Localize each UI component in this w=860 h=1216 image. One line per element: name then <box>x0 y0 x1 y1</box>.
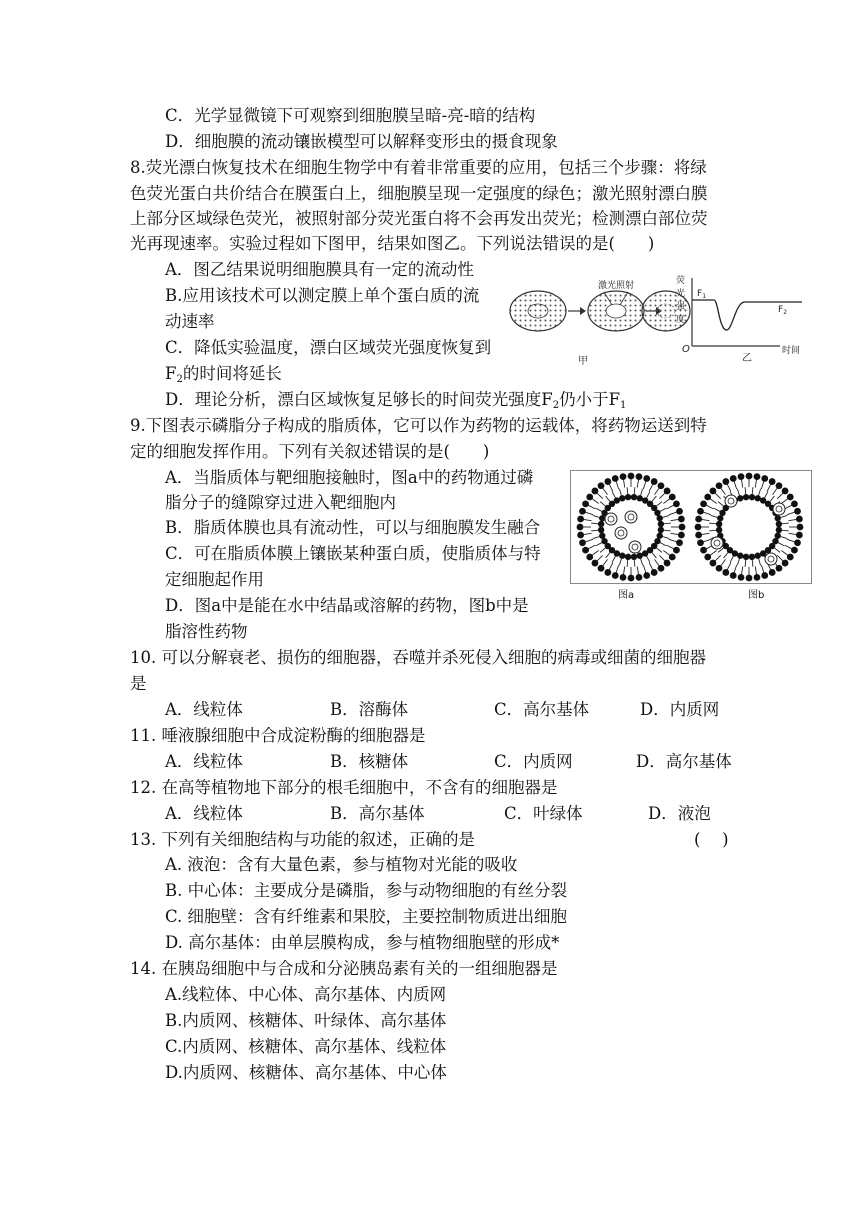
q9-option-b: B．脂质体膜也具有流动性，可以与细胞膜发生融合 <box>165 518 541 537</box>
q8-option-b-line-2: 动速率 <box>165 312 215 331</box>
q10-option-c: C．高尔基体 <box>494 700 590 719</box>
y-label-4: 度 <box>676 315 686 325</box>
q8-option-b-line-1: B.应用该技术可以测定膜上单个蛋白质的流 <box>165 286 480 305</box>
q13-option-c: C. 细胞壁：含有纤维素和果胶，主要控制物质进出细胞 <box>165 907 568 926</box>
q8-option-c-line-1: C．降低实验温度，漂白区域荧光强度恢复到 <box>165 338 492 357</box>
y-label-2: 光 <box>676 289 686 299</box>
q12-stem: 12. 在高等植物地下部分的根毛细胞中，不含有的细胞器是 <box>130 778 558 797</box>
laser-label: 激光照射 <box>597 281 635 291</box>
liposome-b <box>695 473 804 582</box>
q12-option-a: A．线粒体 <box>165 804 243 823</box>
q8-stem-line-1: 8.荧光漂白恢复技术在细胞生物学中有着非常重要的应用，包括三个步骤：将绿 <box>130 158 707 177</box>
q13-stem: 13. 下列有关细胞结构与功能的叙述，正确的是 <box>130 830 475 849</box>
y-label-1: 荧 <box>676 276 686 286</box>
q13-answer-bracket: ( ) <box>694 830 729 849</box>
liposome-a <box>577 473 686 582</box>
q10-stem-line-1: 10. 可以分解衰老、损伤的细胞器，吞噬并杀死侵入细胞的病毒或细菌的细胞器 <box>130 648 706 667</box>
q7-option-c: C．光学显微镜下可观察到细胞膜呈暗-亮-暗的结构 <box>165 106 536 125</box>
q9-option-c-line-1: C．可在脂质体膜上镶嵌某种蛋白质，使脂质体与特 <box>165 544 541 563</box>
y-label-3: 强 <box>676 302 686 312</box>
q8-option-d: D．理论分析，漂白区域恢复足够长的时间荧光强度$F_2$仍小于$F_1$ <box>165 390 627 411</box>
q14-stem: 14. 在胰岛细胞中与合成和分泌胰岛素有关的一组细胞器是 <box>130 959 558 978</box>
cell-before <box>510 291 566 331</box>
liposome-diagram <box>571 471 811 583</box>
q9-option-c-line-2: 定细胞起作用 <box>165 570 264 589</box>
q9-stem-line-1: 9.下图表示磷脂分子构成的脂质体，它可以作为药物的运载体，将药物运送到特 <box>130 416 707 435</box>
q8-option-a: A．图乙结果说明细胞膜具有一定的流动性 <box>165 260 474 279</box>
q9-option-d-line-1: D．图a中是能在水中结晶或溶解的药物，图b中是 <box>165 596 529 615</box>
q9-stem-line-2: 定的细胞发挥作用。下列有关叙述错误的是( ) <box>130 442 490 461</box>
q13-option-b: B. 中心体：主要成分是磷脂，参与动物细胞的有丝分裂 <box>165 881 568 900</box>
q9-option-d-line-2: 脂溶性药物 <box>165 622 248 641</box>
q7-option-d: D．细胞膜的流动镶嵌模型可以解释变形虫的摄食现象 <box>165 132 558 151</box>
q10-stem-line-2: 是 <box>130 674 147 693</box>
q10-option-d: D．内质网 <box>640 700 720 719</box>
q12-option-b: B．高尔基体 <box>330 804 425 823</box>
q13-option-d: D. 高尔基体：由单层膜构成，参与植物细胞壁的形成* <box>165 933 560 952</box>
figure-yi <box>672 272 812 366</box>
q10-option-b: B．溶酶体 <box>330 700 409 719</box>
q11-option-b: B．核糖体 <box>330 752 409 771</box>
liposome-figure-frame <box>570 470 812 584</box>
q14-option-b: B.内质网、核糖体、叶绿体、高尔基体 <box>165 1011 447 1030</box>
q14-option-a: A.线粒体、中心体、高尔基体、内质网 <box>165 985 447 1004</box>
figure-jia-caption: 甲 <box>578 356 588 367</box>
q12-option-c: C．叶绿体 <box>504 804 583 823</box>
f1-label: $F_1$ <box>697 289 707 300</box>
figure-a-caption: 图a <box>618 590 635 601</box>
f2-label: $F_2$ <box>778 305 788 316</box>
q9-option-a-line-2: 脂分子的缝隙穿过进入靶细胞内 <box>165 493 396 512</box>
figure-jia <box>508 278 692 370</box>
q11-stem: 11. 唾液腺细胞中合成淀粉酶的细胞器是 <box>130 726 426 745</box>
q11-option-a: A．线粒体 <box>165 752 243 771</box>
q9-option-a-line-1: A．当脂质体与靶细胞接触时，图a中的药物通过磷 <box>165 468 534 487</box>
q10-option-a: A．线粒体 <box>165 700 243 719</box>
x-axis-label: 时间 <box>782 346 801 356</box>
q8-stem-line-3: 上部分区域绿色荧光，被照射部分荧光蛋白将不会再发出荧光；检测漂白部位荧 <box>130 209 708 228</box>
q13-option-a: A. 液泡：含有大量色素，参与植物对光能的吸收 <box>165 855 518 874</box>
origin-label: O <box>682 344 690 355</box>
q8-stem-line-4: 光再现速率。实验过程如下图甲，结果如图乙。下列说法错误的是( ) <box>130 234 655 253</box>
figure-b-caption: 图b <box>748 590 765 601</box>
q14-option-c: C.内质网、核糖体、高尔基体、线粒体 <box>165 1037 447 1056</box>
q8-option-c-line-2: $F_2$的时间将延长 <box>165 364 282 385</box>
q11-option-c: C．内质网 <box>494 752 573 771</box>
figure-yi-caption: 乙 <box>742 353 752 364</box>
q14-option-d: D.内质网、核糖体、高尔基体、中心体 <box>165 1063 447 1082</box>
q8-stem-line-2: 色荧光蛋白共价结合在膜蛋白上，细胞膜呈现一定强度的绿色；激光照射漂白膜 <box>130 184 708 203</box>
q12-option-d: D．液泡 <box>648 804 711 823</box>
q11-option-d: D．高尔基体 <box>636 752 732 771</box>
